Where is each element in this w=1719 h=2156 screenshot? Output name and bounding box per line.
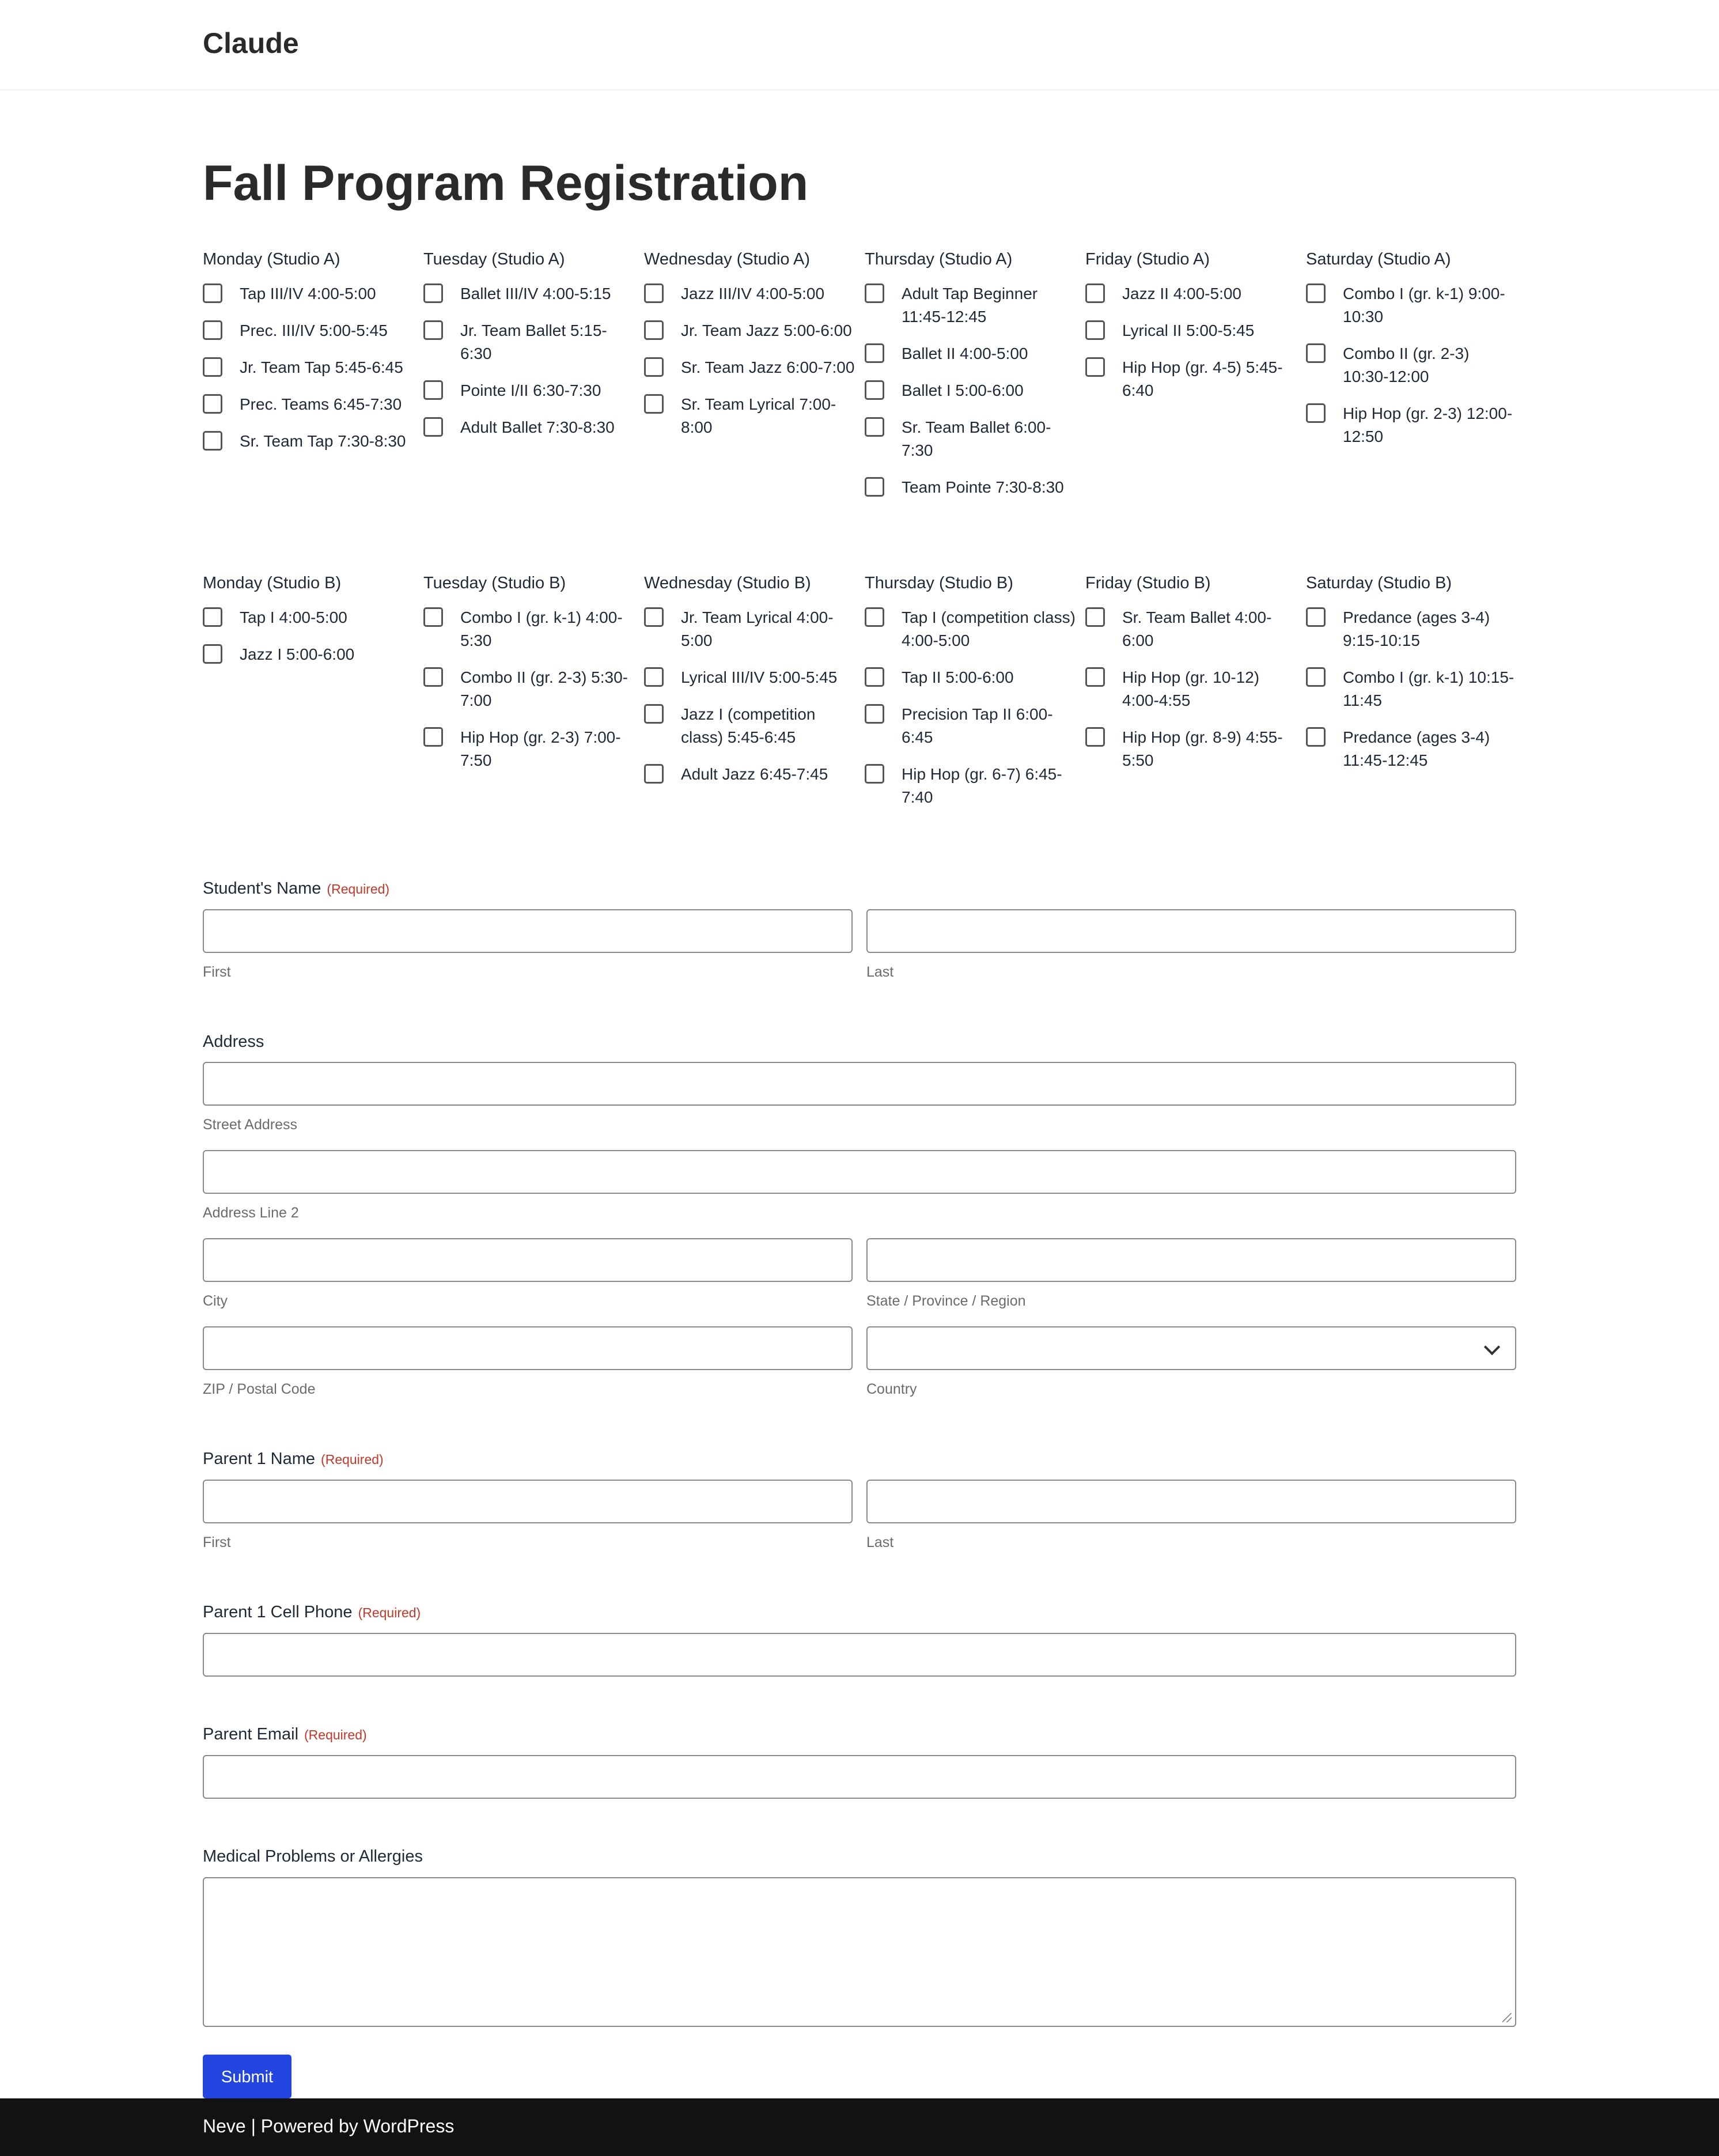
class-option[interactable]	[865, 606, 1078, 652]
resize-grip-icon[interactable]	[1502, 2013, 1512, 2022]
class-option-label[interactable]: Hip Hop (gr. 6-7) 6:45-7:40	[902, 765, 1062, 806]
class-checkbox[interactable]	[644, 764, 664, 784]
class-option-label[interactable]: Jazz III/IV 4:00-5:00	[681, 285, 825, 302]
class-option[interactable]	[1306, 606, 1519, 652]
class-checkbox[interactable]	[1306, 283, 1326, 303]
class-option-label[interactable]: Jazz I (competition class) 5:45-6:45	[681, 705, 816, 746]
class-checkbox[interactable]	[423, 727, 443, 747]
day-column	[644, 572, 857, 800]
class-option-label[interactable]: Combo I (gr. k-1) 4:00-5:30	[460, 608, 623, 649]
address-line2-input[interactable]	[203, 1150, 1516, 1194]
class-checkbox[interactable]	[644, 667, 664, 687]
country-sublabel: Country	[866, 1381, 917, 1397]
parent-email-label: Parent Email (Required)	[203, 1725, 367, 1743]
day-column	[423, 572, 637, 786]
class-checkbox[interactable]	[644, 283, 664, 303]
state-sublabel: State / Province / Region	[866, 1293, 1026, 1309]
class-option-label[interactable]: Jr. Team Tap 5:45-6:45	[240, 358, 403, 376]
day-title: Friday (Studio A)	[1085, 250, 1210, 268]
class-option-label[interactable]: Jr. Team Ballet 5:15-6:30	[460, 321, 607, 362]
class-option[interactable]	[203, 430, 416, 453]
class-checkbox[interactable]	[423, 380, 443, 400]
class-option[interactable]	[644, 356, 857, 379]
class-checkbox[interactable]	[1306, 607, 1326, 627]
site-header	[0, 0, 1719, 90]
class-option[interactable]	[203, 606, 416, 629]
day-column	[865, 572, 1078, 823]
parent-last-name-input[interactable]	[866, 1480, 1516, 1523]
site-title[interactable]: Claude	[203, 27, 299, 59]
class-option[interactable]	[1085, 319, 1298, 342]
class-checkbox[interactable]	[644, 394, 664, 414]
chevron-down-icon	[1484, 1339, 1500, 1355]
class-checkbox[interactable]	[1085, 283, 1105, 303]
class-checkbox[interactable]	[203, 394, 222, 414]
day-title: Wednesday (Studio B)	[644, 574, 811, 592]
class-option-label[interactable]: Hip Hop (gr. 2-3) 12:00-12:50	[1343, 404, 1513, 445]
class-checkbox[interactable]	[865, 704, 884, 724]
class-option-label[interactable]: Sr. Team Lyrical 7:00-8:00	[681, 395, 836, 436]
class-option[interactable]	[1085, 356, 1298, 402]
student-first-name-input[interactable]	[203, 909, 853, 953]
zip-sublabel: ZIP / Postal Code	[203, 1381, 316, 1397]
class-checkbox[interactable]	[423, 417, 443, 437]
class-option-label[interactable]: Prec. Teams 6:45-7:30	[240, 395, 402, 413]
student-first-sublabel: First	[203, 964, 231, 980]
class-option-label[interactable]: Predance (ages 3-4) 9:15-10:15	[1343, 608, 1490, 649]
class-checkbox[interactable]	[1306, 727, 1326, 747]
student-last-sublabel: Last	[866, 964, 894, 980]
class-option-label[interactable]: Jazz II 4:00-5:00	[1122, 285, 1242, 302]
medical-label: Medical Problems or Allergies	[203, 1847, 423, 1866]
city-sublabel: City	[203, 1293, 228, 1309]
class-option-label[interactable]: Tap III/IV 4:00-5:00	[240, 285, 376, 302]
day-column	[203, 572, 416, 680]
class-option[interactable]	[203, 393, 416, 416]
day-title: Thursday (Studio A)	[865, 250, 1013, 268]
class-option-label[interactable]: Tap I 4:00-5:00	[240, 608, 347, 626]
class-option[interactable]	[865, 379, 1078, 402]
class-checkbox[interactable]	[203, 320, 222, 340]
class-option[interactable]	[1306, 726, 1519, 772]
class-option[interactable]	[865, 763, 1078, 809]
schedule-studio-a	[203, 248, 1516, 536]
parent-first-name-input[interactable]	[203, 1480, 853, 1523]
class-checkbox[interactable]	[865, 380, 884, 400]
class-checkbox[interactable]	[865, 417, 884, 437]
class-checkbox[interactable]	[203, 357, 222, 377]
class-checkbox[interactable]	[1306, 343, 1326, 363]
class-option[interactable]	[644, 703, 857, 749]
class-option-label[interactable]: Combo I (gr. k-1) 9:00-10:30	[1343, 285, 1505, 326]
class-option-label[interactable]: Sr. Team Jazz 6:00-7:00	[681, 358, 855, 376]
class-checkbox[interactable]	[644, 607, 664, 627]
class-option-label[interactable]: Predance (ages 3-4) 11:45-12:45	[1343, 728, 1490, 769]
class-option-label[interactable]: Combo II (gr. 2-3) 5:30-7:00	[460, 668, 628, 709]
footer-credit[interactable]: Neve | Powered by WordPress	[203, 2116, 455, 2136]
class-option[interactable]	[1306, 342, 1519, 388]
street-address-input[interactable]	[203, 1062, 1516, 1106]
class-option[interactable]	[203, 319, 416, 342]
class-checkbox[interactable]	[865, 477, 884, 497]
class-option-label[interactable]: Combo II (gr. 2-3) 10:30-12:00	[1343, 345, 1470, 385]
day-title: Tuesday (Studio A)	[423, 250, 565, 268]
class-option[interactable]	[1085, 726, 1298, 772]
class-checkbox[interactable]	[644, 357, 664, 377]
class-checkbox[interactable]	[865, 283, 884, 303]
day-title: Thursday (Studio B)	[865, 574, 1013, 592]
class-option-label[interactable]: Jr. Team Jazz 5:00-6:00	[681, 321, 852, 339]
day-title: Monday (Studio A)	[203, 250, 340, 268]
class-option-label[interactable]: Team Pointe 7:30-8:30	[902, 478, 1064, 496]
class-option-label[interactable]: Tap I (competition class) 4:00-5:00	[902, 608, 1076, 649]
class-option[interactable]	[203, 643, 416, 666]
class-option-label[interactable]: Adult Tap Beginner 11:45-12:45	[902, 285, 1038, 326]
class-checkbox[interactable]	[1085, 320, 1105, 340]
class-checkbox[interactable]	[1306, 403, 1326, 423]
class-option-label[interactable]: Jr. Team Lyrical 4:00-5:00	[681, 608, 834, 649]
required-indicator: (Required)	[321, 1452, 384, 1467]
class-checkbox[interactable]	[1085, 727, 1105, 747]
submit-button[interactable]: Submit	[203, 2055, 291, 2098]
class-option[interactable]	[865, 342, 1078, 365]
class-option-label[interactable]: Ballet I 5:00-6:00	[902, 381, 1024, 399]
address-label: Address	[203, 1032, 264, 1051]
parent-email-input[interactable]	[203, 1755, 1516, 1799]
class-option[interactable]	[865, 282, 1078, 328]
class-option-label[interactable]: Ballet II 4:00-5:00	[902, 345, 1028, 362]
site-footer	[0, 2098, 1719, 2156]
class-option-label[interactable]: Pointe I/II 6:30-7:30	[460, 381, 601, 399]
class-option[interactable]	[423, 606, 637, 652]
class-option[interactable]	[1085, 606, 1298, 652]
class-option-label[interactable]: Ballet III/IV 4:00-5:15	[460, 285, 611, 302]
class-checkbox[interactable]	[865, 607, 884, 627]
class-checkbox[interactable]	[644, 704, 664, 724]
day-title: Monday (Studio B)	[203, 574, 342, 592]
day-title: Friday (Studio B)	[1085, 574, 1211, 592]
class-option[interactable]	[644, 282, 857, 305]
required-indicator: (Required)	[327, 882, 390, 897]
day-title: Wednesday (Studio A)	[644, 250, 811, 268]
page-title: Fall Program Registration	[203, 156, 809, 211]
class-checkbox[interactable]	[1085, 357, 1105, 377]
parent-first-sublabel: First	[203, 1534, 231, 1550]
day-column	[203, 248, 416, 467]
class-option[interactable]	[644, 763, 857, 786]
class-option-label[interactable]: Adult Ballet 7:30-8:30	[460, 418, 615, 436]
day-column	[1085, 248, 1298, 416]
class-option-label[interactable]: Jazz I 5:00-6:00	[240, 645, 355, 663]
class-checkbox[interactable]	[423, 283, 443, 303]
country-select[interactable]	[866, 1326, 1516, 1370]
class-option[interactable]	[423, 319, 637, 365]
class-option[interactable]	[644, 606, 857, 652]
class-option[interactable]	[1085, 282, 1298, 305]
class-option-label[interactable]: Hip Hop (gr. 2-3) 7:00-7:50	[460, 728, 621, 769]
class-option-label[interactable]: Sr. Team Ballet 6:00-7:30	[902, 418, 1051, 459]
class-option-label[interactable]: Prec. III/IV 5:00-5:45	[240, 321, 388, 339]
parent-phone-input[interactable]	[203, 1633, 1516, 1677]
class-checkbox[interactable]	[203, 283, 222, 303]
day-column	[1085, 572, 1298, 786]
class-option-label[interactable]: Sr. Team Ballet 4:00-6:00	[1122, 608, 1272, 649]
class-checkbox[interactable]	[423, 320, 443, 340]
class-option-label[interactable]: Lyrical II 5:00-5:45	[1122, 321, 1255, 339]
class-option-label[interactable]: Hip Hop (gr. 8-9) 4:55-5:50	[1122, 728, 1283, 769]
student-last-name-input[interactable]	[866, 909, 1516, 953]
class-option-label[interactable]: Combo I (gr. k-1) 10:15-11:45	[1343, 668, 1514, 709]
class-option[interactable]	[423, 726, 637, 772]
class-option[interactable]	[644, 666, 857, 689]
day-title: Saturday (Studio A)	[1306, 250, 1451, 268]
required-indicator: (Required)	[304, 1727, 367, 1742]
class-option[interactable]	[644, 319, 857, 342]
class-option[interactable]	[1306, 666, 1519, 712]
class-checkbox[interactable]	[865, 343, 884, 363]
day-column	[865, 248, 1078, 513]
class-option[interactable]	[423, 416, 637, 439]
class-option[interactable]	[1306, 402, 1519, 448]
class-option-label[interactable]: Adult Jazz 6:45-7:45	[681, 765, 828, 783]
class-checkbox[interactable]	[423, 667, 443, 687]
class-option-label[interactable]: Tap II 5:00-6:00	[902, 668, 1014, 686]
class-option[interactable]	[865, 476, 1078, 499]
class-checkbox[interactable]	[203, 644, 222, 664]
required-indicator: (Required)	[358, 1605, 421, 1620]
address-line2-sublabel: Address Line 2	[203, 1205, 299, 1221]
day-title: Saturday (Studio B)	[1306, 574, 1452, 592]
day-column	[644, 248, 857, 453]
class-option[interactable]	[865, 703, 1078, 749]
class-checkbox[interactable]	[865, 667, 884, 687]
class-option[interactable]	[1306, 282, 1519, 328]
class-checkbox[interactable]	[865, 764, 884, 784]
medical-textarea[interactable]	[203, 1877, 1516, 2027]
class-option-label[interactable]: Hip Hop (gr. 4-5) 5:45-6:40	[1122, 358, 1283, 399]
class-checkbox[interactable]	[203, 431, 222, 451]
class-option[interactable]	[423, 379, 637, 402]
class-option[interactable]	[865, 666, 1078, 689]
parent-phone-label: Parent 1 Cell Phone (Required)	[203, 1603, 421, 1621]
class-option-label[interactable]: Hip Hop (gr. 10-12) 4:00-4:55	[1122, 668, 1260, 709]
class-checkbox[interactable]	[1085, 667, 1105, 687]
day-column	[1306, 572, 1519, 786]
parent-name-label: Parent 1 Name (Required)	[203, 1450, 384, 1468]
class-option[interactable]	[203, 282, 416, 305]
state-input[interactable]	[866, 1238, 1516, 1282]
schedule-studio-b	[203, 572, 1516, 860]
class-checkbox[interactable]	[644, 320, 664, 340]
class-option[interactable]	[1085, 666, 1298, 712]
class-checkbox[interactable]	[423, 607, 443, 627]
student-name-label: Student's Name (Required)	[203, 879, 390, 898]
class-option[interactable]	[423, 282, 637, 305]
day-column	[423, 248, 637, 453]
class-option[interactable]	[865, 416, 1078, 462]
city-input[interactable]	[203, 1238, 853, 1282]
class-checkbox[interactable]	[1306, 667, 1326, 687]
class-option[interactable]	[203, 356, 416, 379]
class-checkbox[interactable]	[1085, 607, 1105, 627]
class-option-label[interactable]: Sr. Team Tap 7:30-8:30	[240, 432, 406, 450]
day-column	[1306, 248, 1519, 462]
class-checkbox[interactable]	[203, 607, 222, 627]
class-option[interactable]	[644, 393, 857, 439]
class-option[interactable]	[423, 666, 637, 712]
zip-input[interactable]	[203, 1326, 853, 1370]
day-title: Tuesday (Studio B)	[423, 574, 566, 592]
class-option-label[interactable]: Lyrical III/IV 5:00-5:45	[681, 668, 838, 686]
class-option-label[interactable]: Precision Tap II 6:00-6:45	[902, 705, 1053, 746]
street-address-sublabel: Street Address	[203, 1117, 297, 1133]
parent-last-sublabel: Last	[866, 1534, 894, 1550]
